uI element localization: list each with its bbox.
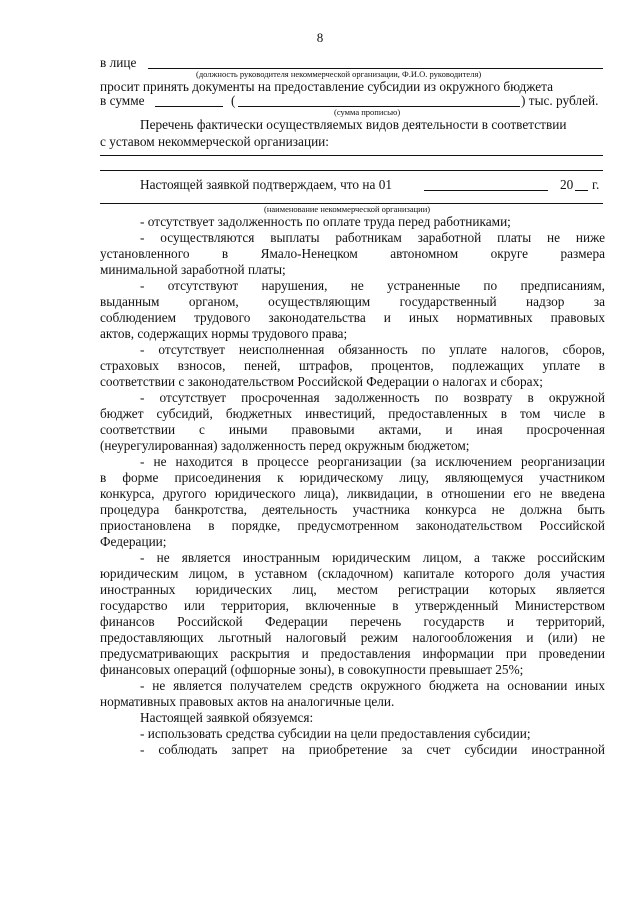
text-line: актов, содержащих нормы трудового права;: [100, 326, 348, 341]
request-line: просит принять документы на предоставление субсидии из окружного бюджета: [100, 79, 553, 94]
text-line: финансовых операций (офшорные зоны), в совокупности превышает 25%;: [100, 662, 524, 677]
sum-open: (: [231, 93, 236, 108]
v-litse-label: в лице: [100, 55, 137, 70]
text-line: - не находится в процессе реорганизации (за исключением реорганизации: [140, 454, 605, 469]
text-line: нормативных правовых актов на аналогичные цели.: [100, 694, 395, 709]
text-line: предусматривающих раскрытия и предоставления информации при проведении: [100, 646, 605, 661]
text-line: иностранных юридических лиц, местом регистрации которых является: [100, 582, 605, 597]
text-line: - осуществляются выплаты работникам заработной платы не ниже: [140, 230, 605, 245]
text-line: бюджет субсидий, бюджетных инвестиций, предоставленных в том числе в: [100, 406, 605, 421]
text-line: выданным органом, осуществляющим государственный надзор за: [100, 294, 605, 309]
text-line: Настоящей заявкой обязуемся:: [140, 710, 314, 725]
page-number: 8: [316, 30, 324, 45]
activities-fill-line-2: [100, 170, 603, 171]
text-line: соответствии с иными правовыми актами, и иная просроченная: [100, 422, 605, 437]
sum-close: ) тыс. рублей.: [521, 93, 599, 108]
text-line: - отсутствует просроченная задолженность по возврату в окружной: [140, 390, 605, 405]
text-line: - не является иностранным юридическим лицом, а также российским: [140, 550, 605, 565]
caption-head: (должность руководителя некоммерческой организации, Ф.И.О. руководителя): [196, 69, 482, 79]
text-line: юридическим лицом, в уставном (складочном) капитале которого доля участия: [100, 566, 605, 581]
caption-sum: (сумма прописью): [334, 107, 401, 117]
text-line: - соблюдать запрет на приобретение за счет субсидии иностранной: [140, 742, 605, 757]
confirm-text: Настоящей заявкой подтверждаем, что на 01: [140, 177, 393, 192]
text-line: соответствии с законодательством Российской Федерации о налогах и сборах;: [100, 374, 543, 389]
text-line: минимальной заработной платы;: [100, 262, 286, 277]
text-line: (неурегулированная) задолженность перед окружным бюджетом;: [100, 438, 470, 453]
text-line: в форме присоединения к юридическому лицу, являющемуся участником: [100, 470, 605, 485]
activities-fill-line-1: [100, 155, 603, 156]
activities-line-2: с уставом некоммерческой организации:: [100, 134, 329, 149]
text-line: процедура банкротства, деятельность участника конкурса не должна быть: [100, 502, 605, 517]
activities-line-1: Перечень фактически осуществляемых видов деятельности в соответствии: [140, 117, 567, 132]
text-line: соблюдением трудового законодательства и иных нормативных правовых: [100, 310, 605, 325]
text-line: конкурса, другого юридического лица), ликвидации, в отношении его не введена: [100, 486, 605, 501]
text-line: финансов Российской Федерации перечень государств и территорий,: [100, 614, 605, 629]
text-line: приостановлена в порядке, предусмотренном законодательством Российской: [100, 518, 605, 533]
text-line: предоставляющих льготный налоговый режим налогообложения и (или) не: [100, 630, 605, 645]
confirm-year-line: [575, 190, 588, 191]
sum-digits-line: [155, 106, 223, 107]
caption-org: (наименование некоммерческой организации): [264, 204, 431, 214]
text-line: установленного в Ямало-Ненецком автономном округе размера: [100, 246, 605, 261]
confirm-date-line: [424, 190, 548, 191]
text-line: - использовать средства субсидии на цели предоставления субсидии;: [140, 726, 531, 741]
text-line: - отсутствуют нарушения, не устраненные по предписаниям,: [140, 278, 605, 293]
text-line: Федерации;: [100, 534, 167, 549]
confirm-year-suffix: г.: [592, 177, 600, 192]
text-line: - отсутствует неисполненная обязанность по уплате налогов, сборов,: [140, 342, 605, 357]
text-line: страховых взносов, пеней, штрафов, процентов, подлежащих уплате в: [100, 358, 605, 373]
text-line: - не является получателем средств окружного бюджета на основании иных: [140, 678, 605, 693]
sum-label: в сумме: [100, 93, 145, 108]
text-line: - отсутствует задолженность по оплате труда перед работниками;: [140, 214, 511, 229]
confirm-year-prefix: 20: [560, 177, 574, 192]
text-line: государство или территория, включенные в утвержденный Министерством: [100, 598, 605, 613]
